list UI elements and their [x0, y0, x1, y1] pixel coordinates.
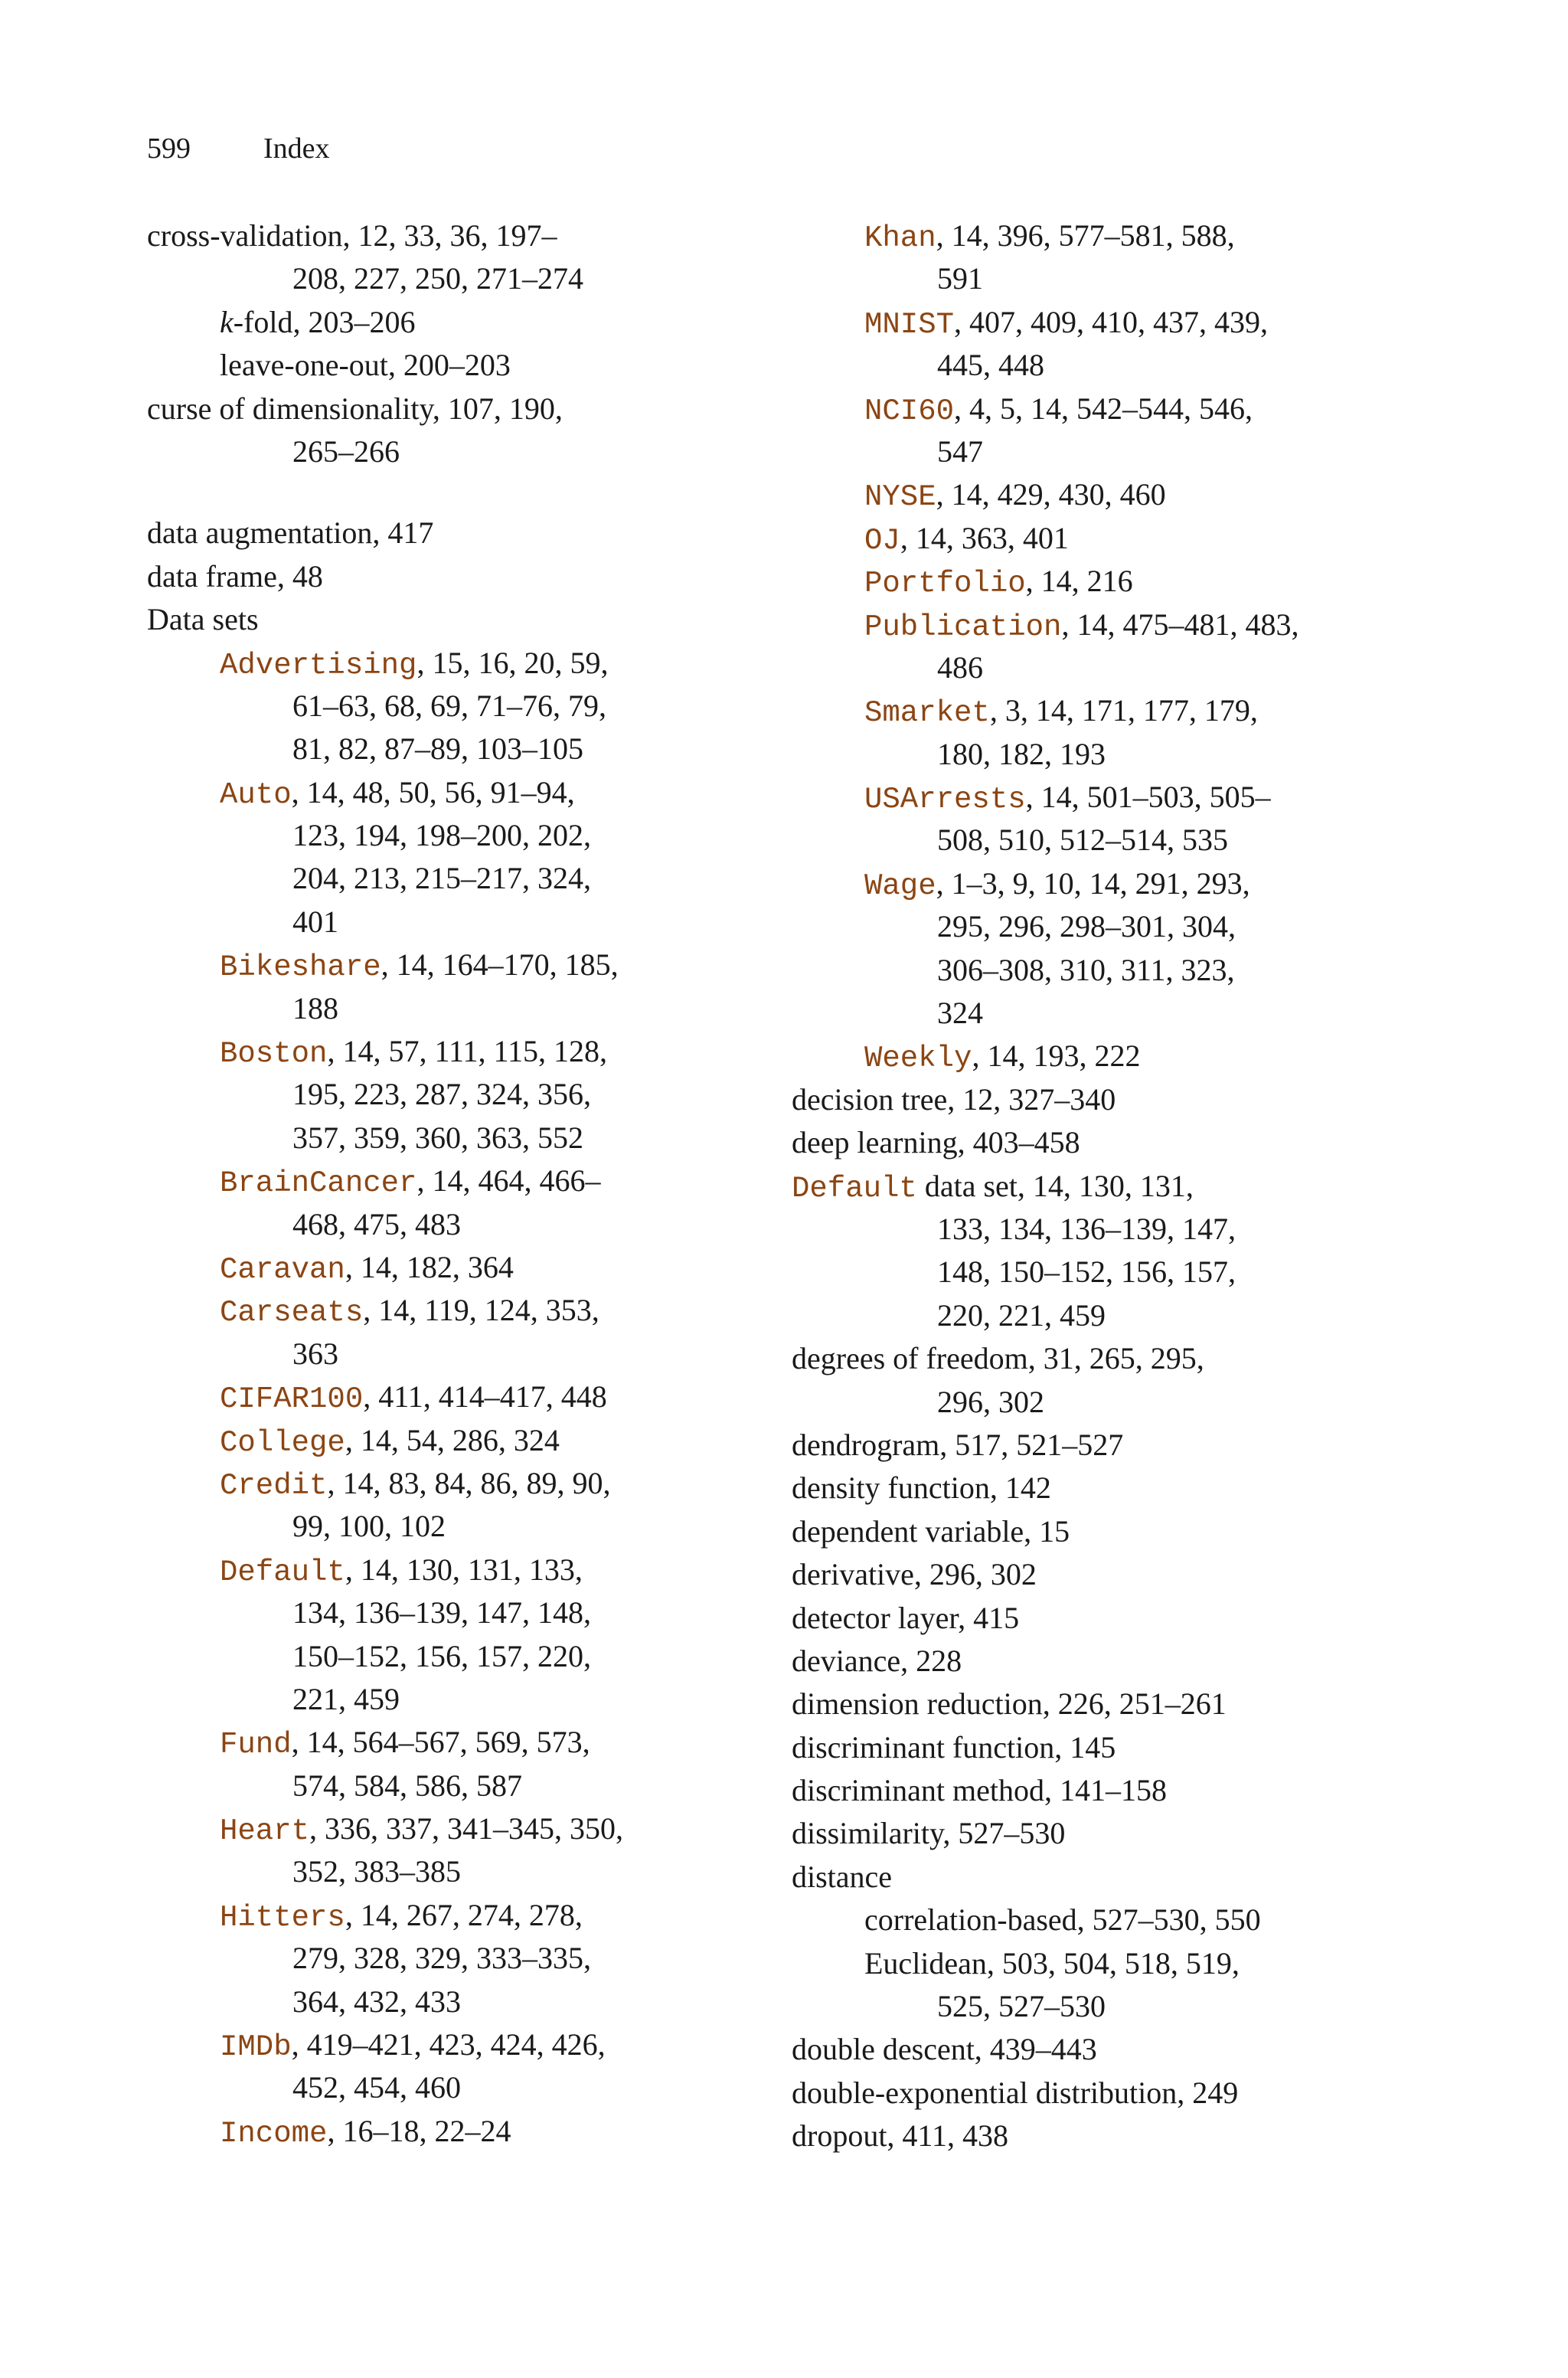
dataset-name: Income: [220, 2116, 328, 2151]
index-entry-text: , 14, 267, 274, 278,: [345, 1897, 583, 1932]
index-entry: [147, 555, 706, 598]
index-entry-continuation: [147, 901, 706, 944]
index-entry-text: 134, 136–139, 147, 148,: [292, 1595, 591, 1631]
index-entry-text: double-exponential distribution, 249: [792, 2075, 1239, 2110]
index-entry-continuation: [147, 2066, 706, 2109]
index-subentry: [147, 642, 706, 685]
index-entry: [147, 388, 706, 430]
dataset-name: Bikeshare: [220, 950, 381, 985]
index-column-right: [792, 214, 1374, 2158]
index-entry: [792, 1726, 1374, 1769]
index-entry-text: 188: [292, 990, 338, 1025]
index-entry-continuation: [147, 1850, 706, 1893]
dataset-name: Carseats: [220, 1296, 364, 1330]
index-column-left: [147, 214, 706, 2153]
index-entry-continuation: [147, 728, 706, 770]
index-letter-gap: [147, 473, 706, 512]
index-entry: [792, 2115, 1374, 2157]
index-entry-continuation: [792, 1251, 1374, 1294]
index-entry-continuation: [147, 987, 706, 1030]
index-entry-text: , 14, 564–567, 569, 573,: [291, 1725, 590, 1760]
index-entry-continuation: [792, 257, 1374, 300]
index-entry-text: , 14, 363, 401: [900, 520, 1069, 555]
index-entry-continuation: [147, 430, 706, 473]
index-subentry: [147, 2023, 706, 2066]
index-entry-text: distance: [792, 1859, 893, 1894]
index-entry-text: decision tree, 12, 327–340: [792, 1081, 1116, 1117]
index-entry-continuation: [792, 733, 1374, 776]
index-entry-text: , 419–421, 423, 424, 426,: [291, 2027, 606, 2062]
index-entry: [792, 1121, 1374, 1164]
index-entry-continuation: [147, 1333, 706, 1375]
index-entry-continuation: [147, 1591, 706, 1634]
index-entry-text: 357, 359, 360, 363, 552: [292, 1120, 583, 1155]
index-entry-continuation: [147, 1203, 706, 1246]
index-entry-text: , 14, 164–170, 185,: [381, 947, 619, 983]
dataset-name: CIFAR100: [220, 1382, 364, 1417]
index-entry-text: 99, 100, 102: [292, 1509, 446, 1544]
index-entry-continuation: [792, 1294, 1374, 1337]
index-entry-text: 525, 527–530: [937, 1989, 1106, 2024]
index-entry-continuation: [792, 344, 1374, 387]
index-entry-text: detector layer, 415: [792, 1600, 1020, 1635]
index-entry: [792, 1553, 1374, 1596]
dataset-name: Default: [220, 1555, 345, 1589]
index-entry: [147, 512, 706, 554]
index-entry-continuation: [792, 430, 1374, 473]
index-entry-text: , 16–18, 22–24: [327, 2113, 511, 2148]
index-entry-text: , 15, 16, 20, 59,: [416, 645, 609, 680]
index-subentry: [147, 1721, 706, 1764]
index-subentry: [792, 473, 1374, 516]
index-subentry: [792, 776, 1374, 819]
index-entry-text: 265–266: [292, 433, 400, 469]
index-entry: [792, 1640, 1374, 1683]
index-entry-text: leave-one-out, 200–203: [220, 348, 511, 383]
dataset-name: Caravan: [220, 1252, 345, 1287]
index-entry: [792, 1597, 1374, 1640]
index-entry-continuation: [147, 1505, 706, 1548]
dataset-name: BrainCancer: [220, 1166, 417, 1201]
index-entry-continuation: [792, 819, 1374, 862]
index-entry-text: 547: [937, 433, 983, 469]
index-entry-text: , 1–3, 9, 10, 14, 291, 293,: [936, 865, 1250, 901]
index-entry-continuation: [792, 1208, 1374, 1251]
index-entry-text: , 411, 414–417, 448: [363, 1379, 607, 1415]
index-subentry: [792, 560, 1374, 603]
index-entry-text: dissimilarity, 527–530: [792, 1816, 1066, 1851]
index-entry-text: 363: [292, 1336, 338, 1371]
index-entry: [792, 1683, 1374, 1725]
index-entry: [792, 2072, 1374, 2115]
index-entry-text: dependent variable, 15: [792, 1513, 1070, 1549]
index-entry-continuation: [792, 646, 1374, 689]
index-entry-text: , 14, 119, 124, 353,: [363, 1293, 599, 1328]
index-entry-continuation: [147, 257, 706, 300]
index-subentry: [792, 1899, 1374, 1941]
index-entry-continuation: [792, 905, 1374, 948]
dataset-name: USArrests: [864, 783, 1026, 817]
index-entry-continuation: [147, 1073, 706, 1116]
index-entry-text: 468, 475, 483: [292, 1206, 461, 1241]
index-subentry: [147, 344, 706, 387]
index-entry-text: double descent, 439–443: [792, 2032, 1097, 2067]
index-entry: [792, 1165, 1374, 1208]
index-entry-text: , 14, 48, 50, 56, 91–94,: [291, 774, 575, 810]
index-entry-text: correlation-based, 527–530, 550: [864, 1902, 1261, 1938]
index-entry-text: , 14, 83, 84, 86, 89, 90,: [327, 1465, 611, 1500]
index-entry-text: -fold, 203–206: [233, 304, 416, 339]
index-subentry: [147, 1289, 706, 1332]
index-entry-continuation: [147, 1635, 706, 1678]
index-entry-text: 306–308, 310, 311, 323,: [937, 952, 1235, 987]
index-entry-text: dropout, 411, 438: [792, 2118, 1008, 2154]
dataset-name: Publication: [864, 610, 1062, 644]
index-entry-text: Data sets: [147, 602, 259, 637]
index-subentry: [792, 214, 1374, 257]
dataset-name: Portfolio: [864, 567, 1026, 601]
dataset-name: IMDb: [220, 2030, 292, 2065]
index-subentry: [147, 944, 706, 986]
dataset-name: Hitters: [220, 1900, 345, 1935]
index-entry: [792, 1424, 1374, 1467]
dataset-name: Wage: [864, 868, 936, 903]
dataset-name: College: [220, 1425, 345, 1460]
index-entry-continuation: [147, 1765, 706, 1807]
dataset-name: Fund: [220, 1728, 292, 1762]
index-subentry: [147, 2110, 706, 2153]
index-entry-text: 401: [292, 904, 338, 939]
index-entry-text: 123, 194, 198–200, 202,: [292, 818, 591, 853]
index-entry-continuation: [147, 1678, 706, 1721]
index-subentry: [147, 1246, 706, 1289]
dataset-name: MNIST: [864, 307, 955, 342]
index-entry-text: 150–152, 156, 157, 220,: [292, 1638, 591, 1673]
index-entry-text: 133, 134, 136–139, 147,: [937, 1211, 1236, 1246]
index-entry-text: 220, 221, 459: [937, 1297, 1106, 1333]
index-entry-text: Euclidean, 503, 504, 518, 519,: [864, 1945, 1240, 1981]
index-subentry: [792, 689, 1374, 732]
index-entry-text: deviance, 228: [792, 1643, 962, 1678]
index-entry-text: data frame, 48: [147, 558, 323, 594]
index-entry-text: 324: [937, 996, 983, 1031]
index-entry-text: 204, 213, 215–217, 324,: [292, 861, 591, 896]
index-entry: [792, 1510, 1374, 1553]
index-entry-text: discriminant method, 141–158: [792, 1773, 1167, 1808]
index-entry-text: 279, 328, 329, 333–335,: [292, 1941, 591, 1976]
index-entry-text: , 14, 501–503, 505–: [1025, 780, 1271, 815]
index-subentry: [792, 603, 1374, 646]
index-subentry: [792, 862, 1374, 905]
dataset-name: Smarket: [864, 696, 990, 731]
index-entry-continuation: [147, 685, 706, 728]
dataset-name: NYSE: [864, 480, 936, 515]
index-entry-text: , 14, 464, 466–: [416, 1163, 601, 1199]
index-entry-text: , 14, 193, 222: [972, 1039, 1141, 1074]
index-entry-text: density function, 142: [792, 1470, 1051, 1506]
index-entry-text: 574, 584, 586, 587: [292, 1768, 522, 1803]
index-entry-text: 486: [937, 649, 983, 685]
index-entry-text: , 14, 182, 364: [345, 1249, 514, 1284]
index-entry-text: , 14, 396, 577–581, 588,: [936, 218, 1235, 253]
index-entry-text: , 14, 57, 111, 115, 128,: [327, 1034, 607, 1069]
index-subentry: [792, 388, 1374, 430]
index-entry-text: , 14, 429, 430, 460: [936, 477, 1166, 512]
dataset-name: Advertising: [220, 648, 417, 682]
index-subentry: [147, 301, 706, 344]
index-entry-text: dimension reduction, 226, 251–261: [792, 1686, 1227, 1722]
index-entry-continuation: [792, 1381, 1374, 1424]
index-entry: [147, 214, 706, 257]
index-entry-text: 452, 454, 460: [292, 2070, 461, 2105]
index-entry-text: cross-validation, 12, 33, 36, 197–: [147, 218, 557, 253]
index-entry-continuation: [147, 1117, 706, 1160]
index-entry: [792, 1769, 1374, 1812]
dataset-name: NCI60: [864, 394, 955, 428]
index-entry-text: , 14, 475–481, 483,: [1061, 607, 1299, 642]
dataset-name: OJ: [864, 523, 900, 558]
index-subentry: [147, 1807, 706, 1850]
index-entry-continuation: [792, 992, 1374, 1035]
index-entry-text: 195, 223, 287, 324, 356,: [292, 1077, 591, 1112]
index-entry-text: discriminant function, 145: [792, 1729, 1116, 1765]
dataset-name: Credit: [220, 1468, 328, 1503]
index-entry-text: 364, 432, 433: [292, 1984, 461, 2019]
index-entry-text: , 4, 5, 14, 542–544, 546,: [954, 391, 1253, 426]
index-entry-text: data set, 14, 130, 131,: [916, 1168, 1194, 1203]
index-entry-text: 221, 459: [292, 1681, 400, 1716]
index-entry-text: , 3, 14, 171, 177, 179,: [989, 693, 1258, 728]
index-subentry: [792, 1035, 1374, 1078]
index-entry-text: , 336, 337, 341–345, 350,: [309, 1811, 624, 1846]
running-head: [147, 127, 330, 170]
index-entry: [792, 1812, 1374, 1855]
index-subentry: [147, 1549, 706, 1591]
index-entry-text: 148, 150–152, 156, 157,: [937, 1254, 1236, 1290]
index-entry-continuation: [792, 949, 1374, 992]
index-subentry: [792, 517, 1374, 560]
index-entry-text: dendrogram, 517, 521–527: [792, 1427, 1124, 1462]
dataset-name: Khan: [864, 221, 936, 255]
index-entry: [792, 1856, 1374, 1899]
index-entry-text: 81, 82, 87–89, 103–105: [292, 731, 583, 767]
index-subentry: [147, 1894, 706, 1937]
index-entry-continuation: [147, 814, 706, 857]
index-entry: [792, 1337, 1374, 1380]
dataset-name: Weekly: [864, 1042, 972, 1076]
index-entry-text: degrees of freedom, 31, 265, 295,: [792, 1341, 1204, 1376]
index-entry-text: 508, 510, 512–514, 535: [937, 823, 1228, 858]
dataset-name: Boston: [220, 1037, 328, 1071]
index-entry-text: deep learning, 403–458: [792, 1125, 1080, 1160]
index-entry-text: 591: [937, 261, 983, 296]
index-entry-text: 180, 182, 193: [937, 736, 1106, 771]
index-entry-continuation: [147, 1981, 706, 2023]
index-entry: [792, 2028, 1374, 2071]
index-entry-text: , 14, 130, 131, 133,: [345, 1552, 583, 1587]
index-entry-text: 295, 296, 298–301, 304,: [937, 909, 1236, 944]
index-entry-text: 61–63, 68, 69, 71–76, 79,: [292, 688, 606, 723]
dataset-name: Default: [792, 1171, 917, 1205]
index-entry-text: 296, 302: [937, 1384, 1044, 1419]
index-subentry: [147, 1462, 706, 1505]
index-subentry: [147, 1030, 706, 1073]
index-entry-text: derivative, 296, 302: [792, 1557, 1037, 1592]
dataset-name: Heart: [220, 1814, 310, 1849]
index-entry-continuation: [792, 1985, 1374, 2028]
page-number: 599: [147, 132, 191, 165]
index-subentry: [147, 771, 706, 814]
index-entry-text: data augmentation, 417: [147, 515, 434, 551]
index-entry-text: 352, 383–385: [292, 1854, 461, 1889]
index-entry-text: 208, 227, 250, 271–274: [292, 261, 583, 296]
index-entry-continuation: [147, 857, 706, 900]
index-subentry: [147, 1375, 706, 1418]
index-entry-text: , 14, 216: [1025, 564, 1133, 599]
index-entry-continuation: [147, 1937, 706, 1980]
index-entry: [792, 1078, 1374, 1121]
index-entry-italic-term: k: [220, 304, 234, 339]
index-subentry: [792, 1942, 1374, 1985]
index-entry: [792, 1467, 1374, 1510]
section-title: Index: [263, 132, 330, 165]
dataset-name: Auto: [220, 777, 292, 812]
index-subentry: [147, 1160, 706, 1202]
index-entry-text: curse of dimensionality, 107, 190,: [147, 391, 563, 426]
index-entry-text: , 407, 409, 410, 437, 439,: [954, 304, 1269, 339]
index-subentry: [147, 1419, 706, 1462]
index-subentry: [792, 301, 1374, 344]
index-entry: [147, 598, 706, 641]
index-entry-text: , 14, 54, 286, 324: [345, 1422, 560, 1457]
index-entry-text: 445, 448: [937, 348, 1044, 383]
